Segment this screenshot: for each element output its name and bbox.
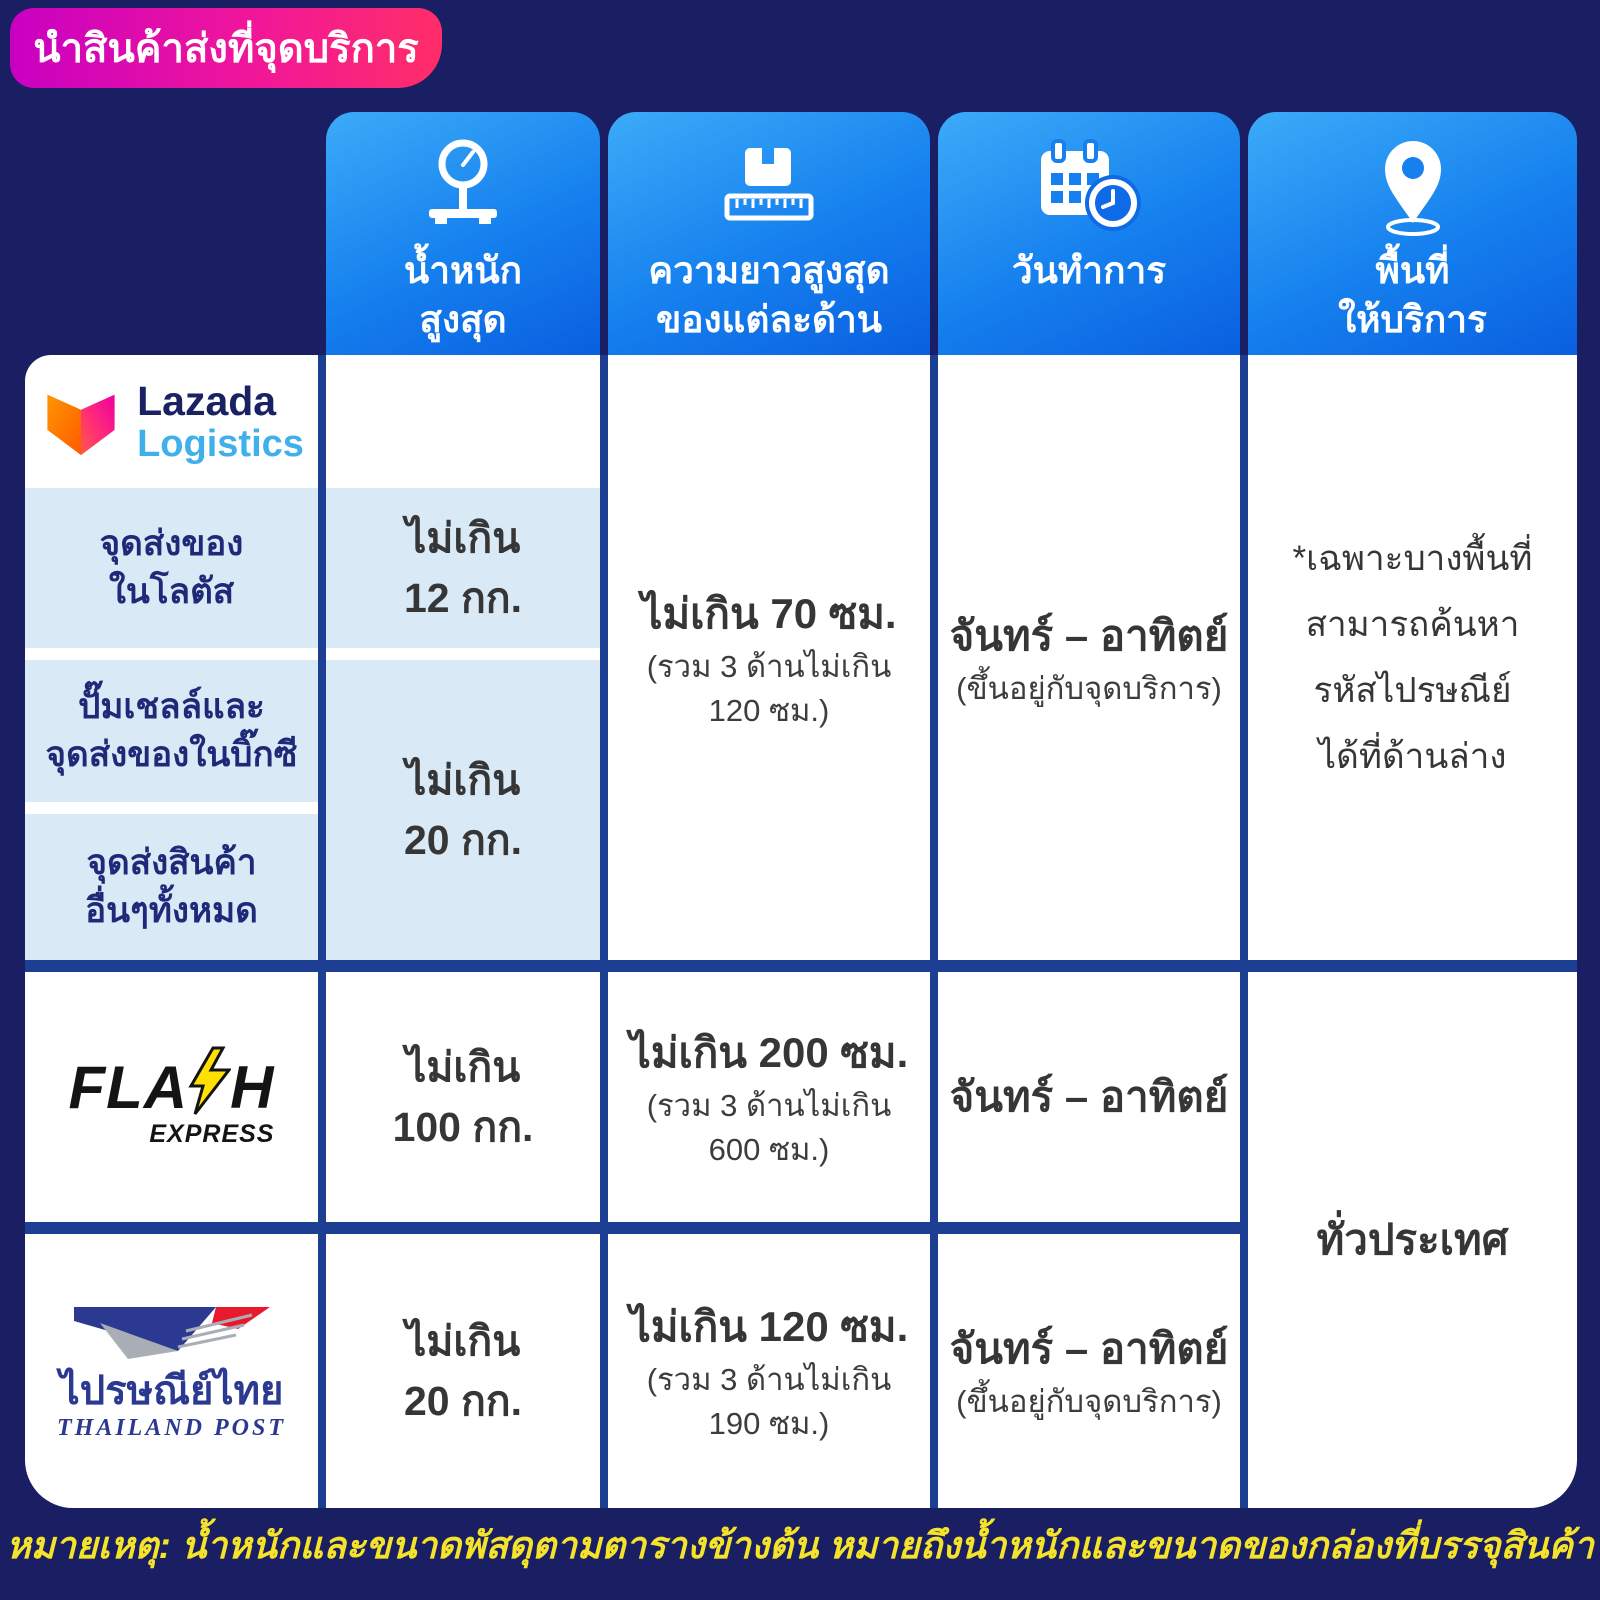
nationwide-service-area-cell: [1248, 972, 1577, 1508]
row-label-line1: ปั๊มเชลล์และ: [78, 687, 265, 726]
row-label-other-dropoff: [25, 814, 318, 960]
weight-line2: 12 กก.: [403, 575, 523, 621]
weight-line1: ไม่เกิน: [405, 757, 521, 803]
table-body: [25, 355, 1577, 1508]
grid-vline-3: [930, 355, 938, 1508]
service-area-line: ได้ที่ด้านล่าง: [1318, 736, 1507, 776]
weight-lotus-value: [326, 488, 600, 648]
weight-line1: ไม่เกิน: [405, 515, 521, 561]
ruler-box-icon: [719, 136, 819, 238]
column-header-label: [1338, 246, 1487, 344]
thailand-post-logo: [25, 1234, 318, 1508]
thailand-post-en-word: THAILAND POST: [56, 1414, 286, 1441]
row-label-line2: จุดส่งของในบิ๊กซี: [45, 735, 298, 774]
header-line1: ความยาวสูงสุด: [648, 250, 890, 291]
dropoff-table: [25, 112, 1577, 1508]
lazada-service-area-cell: [1248, 355, 1577, 960]
column-header-label: [1012, 246, 1166, 295]
lazada-brand-word: Lazada: [137, 377, 277, 424]
grid-vline-2: [600, 355, 608, 1508]
column-header-max-length: [608, 112, 930, 355]
lazada-max-length-cell: [608, 355, 930, 960]
thailand-post-thai-word: ไปรษณีย์ไทย: [59, 1368, 284, 1413]
working-days-sub: (ขึ้นอยู่กับจุดบริการ): [956, 670, 1222, 706]
weight-other-value: [326, 660, 600, 960]
working-days-sub: (ขึ้นอยู่กับจุดบริการ): [956, 1384, 1222, 1419]
post-working-days-cell: [938, 1234, 1240, 1508]
header-line1: น้ำหนัก: [403, 250, 523, 291]
grid-hline-lazada-flash: [25, 960, 1577, 972]
lazada-logistics-word: Logistics: [137, 422, 304, 465]
header-line2: ของแต่ละด้าน: [655, 299, 883, 340]
lazada-working-days-cell: [938, 355, 1240, 960]
flash-weight-cell: [326, 972, 600, 1222]
weight-line2: 20 กก.: [403, 1378, 523, 1424]
thailand-post-wing-icon: [66, 1301, 278, 1368]
flash-express-logo: [25, 972, 318, 1222]
row-label-line2: อื่นๆทั้งหมด: [85, 891, 258, 930]
scale-icon: [422, 136, 504, 238]
title-badge: [10, 8, 442, 88]
column-header-service-area: [1248, 112, 1577, 355]
service-area-line: รหัสไปรษณีย์: [1313, 670, 1512, 710]
header-line1: พื้นที่: [1375, 250, 1450, 291]
weight-line2: 100 กก.: [392, 1104, 534, 1150]
weight-line1: ไม่เกิน: [405, 1318, 521, 1364]
title-badge-label: นำสินค้าส่งที่จุดบริการ: [33, 27, 419, 71]
max-length-sub1: (รวม 3 ด้านไม่เกิน: [646, 1088, 892, 1123]
max-length-main: ไม่เกิน 70 ซม.: [641, 589, 897, 637]
working-days-main: จันทร์ – อาทิตย์: [949, 1325, 1229, 1372]
max-length-sub1: (รวม 3 ด้านไม่เกิน: [646, 648, 892, 684]
max-length-main: ไม่เกิน 200 ซม.: [629, 1029, 909, 1076]
weight-line1: ไม่เกิน: [405, 1044, 521, 1090]
location-pin-icon: [1373, 136, 1453, 238]
working-days-main: จันทร์ – อาทิตย์: [949, 1073, 1229, 1120]
header-line2: ให้บริการ: [1338, 299, 1487, 340]
footnote: หมายเหตุ: น้ำหนักและขนาดพัสดุตามตารางข้างต้น หมายถึงน้ำหนักและขนาดของกล่องที่บรรจุสินค้า: [6, 1525, 1594, 1566]
flash-max-length-cell: [608, 972, 930, 1222]
working-days-main: จันทร์ – อาทิตย์: [949, 611, 1229, 659]
flash-working-days-cell: [938, 972, 1240, 1222]
service-area-line: สามารถค้นหา: [1305, 604, 1520, 644]
flash-lightning-icon: [187, 1046, 231, 1130]
flash-word-left: FLA: [68, 1054, 189, 1121]
max-length-sub2: 600 ซม.): [708, 1132, 830, 1167]
max-length-sub1: (รวม 3 ด้านไม่เกิน: [646, 1362, 892, 1397]
weight-line2: 20 กก.: [403, 817, 523, 863]
flash-express-word: EXPRESS: [149, 1119, 275, 1148]
row-label-line1: จุดส่งสินค้า: [86, 843, 257, 882]
column-header-label: [648, 246, 889, 344]
row-label-lotus-dropoff: [25, 488, 318, 648]
nationwide-label: ทั่วประเทศ: [1316, 1216, 1509, 1263]
header-line2: สูงสุด: [419, 299, 507, 340]
post-max-length-cell: [608, 1234, 930, 1508]
row-label-line2: ในโลตัส: [108, 572, 235, 611]
max-length-sub2: 120 ซม.): [708, 692, 830, 728]
calendar-clock-icon: [1037, 136, 1141, 238]
header-line1: วันทำการ: [1011, 250, 1167, 291]
grid-vline-4: [1240, 355, 1248, 1508]
lazada-logistics-logo: [25, 355, 318, 488]
lazada-logo-icon: [39, 381, 123, 462]
max-length-main: ไม่เกิน 120 ซม.: [629, 1303, 909, 1350]
column-header-max-weight: [326, 112, 600, 355]
service-area-line: *เฉพาะบางพื้นที่: [1292, 538, 1533, 578]
column-header-working-days: [938, 112, 1240, 355]
max-length-sub2: 190 ซม.): [708, 1406, 830, 1441]
post-weight-cell: [326, 1234, 600, 1508]
row-label-shell-bigc-dropoff: [25, 660, 318, 802]
grid-vline-1: [318, 355, 326, 1508]
column-header-label: [404, 246, 522, 344]
row-label-line1: จุดส่งของ: [99, 524, 244, 563]
flash-word-right: H: [230, 1054, 275, 1121]
grid-hline-flash-post: [25, 1222, 1248, 1234]
